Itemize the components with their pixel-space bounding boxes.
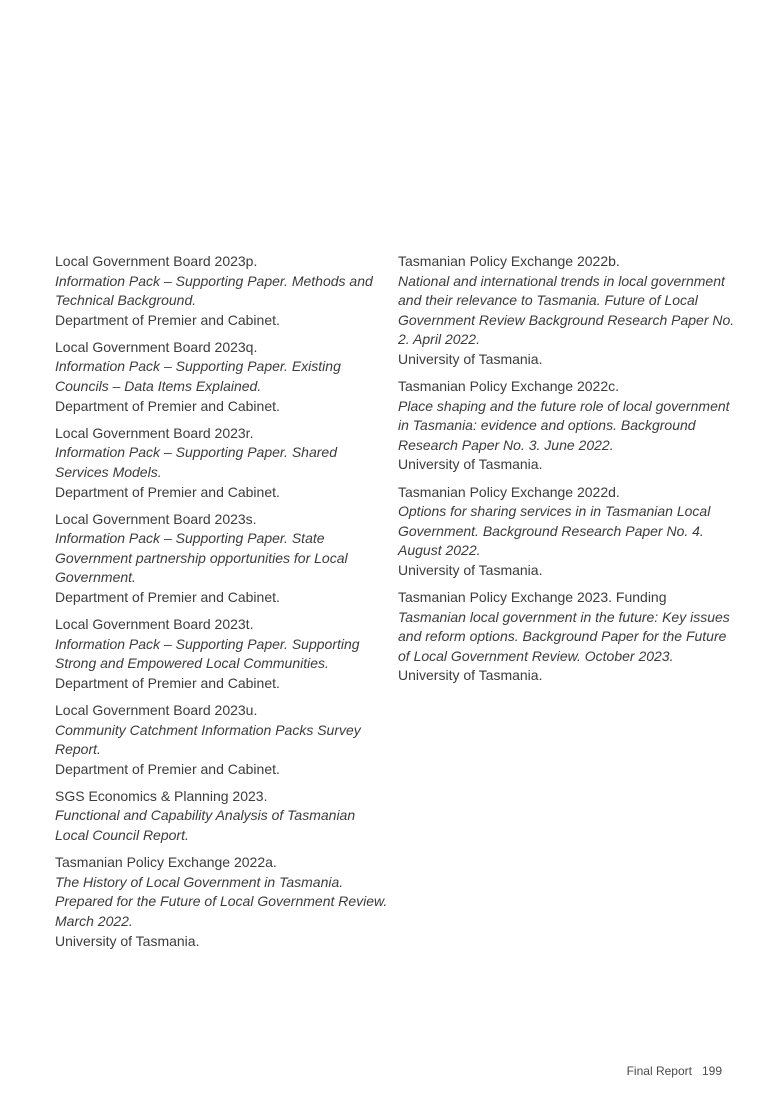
- reference-title: Community Catchment Information Packs Survey Report.: [55, 721, 361, 758]
- reference-author: Local Government Board 2023q.: [55, 338, 258, 355]
- reference-publisher: University of Tasmania.: [398, 561, 543, 578]
- reference-publisher: Department of Premier and Cabinet.: [55, 674, 280, 691]
- reference-author: Tasmanian Policy Exchange 2022a.: [55, 854, 277, 871]
- reference-publisher: Department of Premier and Cabinet.: [55, 589, 280, 605]
- reference-author: Local Government Board 2023u.: [55, 701, 258, 718]
- reference-entry: [55, 701, 390, 779]
- reference-title: Information Pack – Supporting Paper. State Government partnership opportunities for Local Government.: [55, 530, 348, 586]
- reference-list-left: [55, 252, 390, 959]
- reference-entry: [398, 483, 738, 581]
- reference-entry: [55, 787, 390, 846]
- reference-entry: [398, 252, 738, 370]
- reference-author: SGS Economics & Planning 2023.: [55, 787, 268, 804]
- reference-entry: [55, 510, 390, 608]
- reference-author: Local Government Board 2023t.: [55, 616, 254, 633]
- reference-author: Tasmanian Policy Exchange 2022b.: [398, 253, 620, 269]
- reference-entry: [55, 853, 390, 951]
- reference-title: Place shaping and the future role of local government in Tasmania: evidence and options. Background Research Paper No. 3. June 2022.: [398, 397, 730, 453]
- reference-publisher: University of Tasmania.: [398, 350, 543, 367]
- reference-title: National and international trends in local government and their relevance to Tasmania. Future of Local Government Review Background Research Paper No. 2. April 2022.: [398, 272, 735, 348]
- reference-title: Information Pack – Supporting Paper. Methods and Technical Background.: [55, 272, 373, 309]
- reference-publisher: Department of Premier and Cabinet.: [55, 397, 280, 414]
- reference-author: Local Government Board 2023s.: [55, 510, 257, 527]
- page-footer: [627, 1064, 722, 1078]
- reference-title: Information Pack – Supporting Paper. Supporting Strong and Empowered Local Communities.: [55, 635, 360, 672]
- reference-author: Tasmanian Policy Exchange 2022c.: [398, 378, 620, 395]
- reference-author: Tasmanian Policy Exchange 2023. Funding: [398, 589, 667, 605]
- reference-entry: [55, 424, 390, 502]
- reference-title: Functional and Capability Analysis of Tasmanian Local Council Report.: [55, 807, 356, 844]
- reference-publisher: Department of Premier and Cabinet.: [55, 760, 280, 777]
- reference-entry: [398, 377, 738, 475]
- reference-author: Tasmanian Policy Exchange 2022d.: [398, 483, 620, 500]
- reference-publisher: University of Tasmania.: [398, 667, 543, 684]
- reference-entry: [55, 252, 390, 330]
- reference-publisher: Department of Premier and Cabinet.: [55, 311, 280, 328]
- reference-publisher: University of Tasmania.: [55, 932, 200, 949]
- reference-list-right: [398, 252, 738, 693]
- reference-author: Local Government Board 2023p.: [55, 253, 258, 269]
- reference-title: Information Pack – Supporting Paper. Shared Services Models.: [55, 444, 337, 480]
- footer-label: Final Report: [626, 1064, 692, 1078]
- reference-entry: [398, 588, 738, 686]
- page-number: 199: [701, 1064, 722, 1078]
- reference-entry: [55, 338, 390, 416]
- reference-title: The History of Local Government in Tasmania. Prepared for the Future of Local Government Review. March 2022.: [55, 873, 388, 929]
- reference-title: Options for sharing services in in Tasmanian Local Government. Background Research Paper No. 4. August 2022.: [398, 503, 711, 559]
- reference-publisher: University of Tasmania.: [398, 456, 543, 473]
- reference-author: Local Government Board 2023r.: [55, 424, 254, 441]
- reference-publisher: Department of Premier and Cabinet.: [55, 483, 280, 500]
- reference-title: Information Pack – Supporting Paper. Existing Councils – Data Items Explained.: [55, 358, 341, 395]
- reference-title: Tasmanian local government in the future: Key issues and reform options. Background Paper for the Future of Local Government Review. October 2023.: [398, 608, 730, 664]
- reference-entry: [55, 615, 390, 693]
